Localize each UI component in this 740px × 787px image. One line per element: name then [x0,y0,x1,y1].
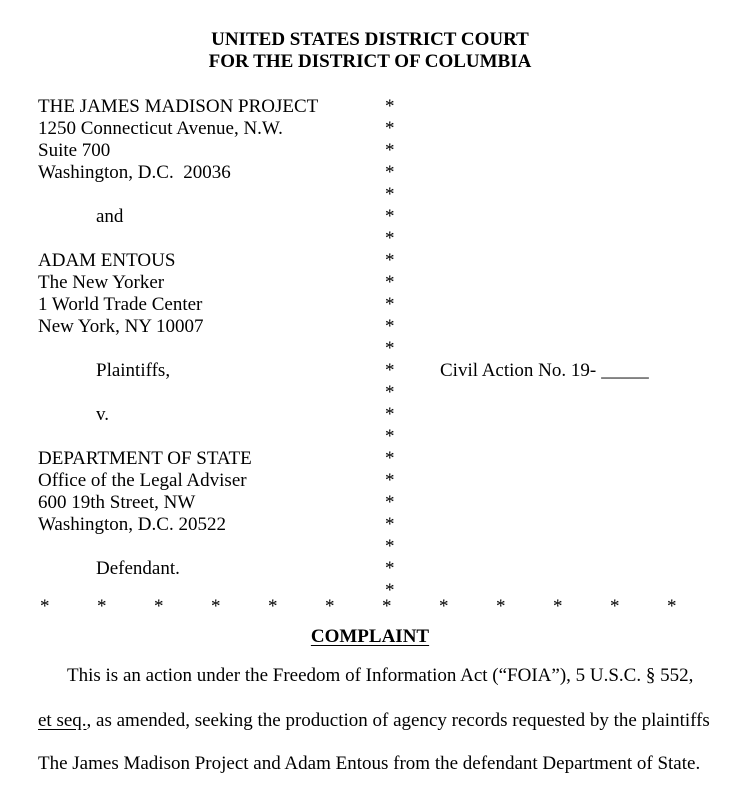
body-line-2 [38,708,710,734]
caption-row [38,118,740,140]
court-name: UNITED STATES DISTRICT COURT [211,29,529,50]
caption-star: * [385,360,395,381]
caption-row-defendant [38,558,740,580]
caption-star: * [385,184,395,205]
caption-star: * [385,536,395,557]
caption-row-plaintiffs [38,360,740,382]
civil-action-number [440,360,649,382]
court-header [0,29,740,73]
party-line: The New Yorker [38,272,165,293]
caption-row [38,492,740,514]
caption-star: * [385,558,395,579]
civil-action-blank: _____ [601,360,649,381]
caption-star: * [385,96,395,117]
caption-row [38,382,740,404]
caption-row [38,514,740,536]
caption-row [38,338,740,360]
caption-star: * [385,580,395,601]
court-district: FOR THE DISTRICT OF COLUMBIA [208,51,532,72]
caption-row [38,448,740,470]
caption-star: * [385,228,395,249]
party-line: Suite 700 [38,140,111,161]
caption-row [38,470,740,492]
caption-star: * [385,118,395,139]
caption-row [38,316,740,338]
party-line: Office of the Legal Adviser [38,470,247,491]
caption-row-versus [38,404,740,426]
caption-row [38,536,740,558]
conjunction-and: and [96,206,124,227]
et-seq-citation: et seq. [38,710,87,731]
caption-star: * [385,294,395,315]
caption-star: * [385,272,395,293]
civil-action-label: Civil Action No. 19- [440,360,597,381]
caption-star: * [385,448,395,469]
party-line: Washington, D.C. 20036 [38,162,231,183]
caption-star: * [385,162,395,183]
body-line-2-rest: , as amended, seeking the production of agency records requested by the plaintiffs [86,710,710,731]
party-line: THE JAMES MADISON PROJECT [38,96,319,117]
caption-row [38,250,740,272]
complaint-heading: COMPLAINT [310,626,430,647]
party-line: 1 World Trade Center [38,294,203,315]
caption-star: * [385,492,395,513]
caption-row [38,96,740,118]
caption-row [38,140,740,162]
party-line: 1250 Connecticut Avenue, N.W. [38,118,283,139]
caption-row [38,426,740,448]
caption-row [38,272,740,294]
caption-star: * [385,250,395,271]
caption-star: * [385,382,395,403]
party-line: New York, NY 10007 [38,316,204,337]
caption-star: * [385,470,395,491]
caption-star: * [385,426,395,447]
caption-star: * [385,514,395,535]
party-line: ADAM ENTOUS [38,250,176,271]
caption-row [38,294,740,316]
asterisk-divider: ************ [40,596,724,617]
caption-row [38,184,740,206]
caption-star: * [385,206,395,227]
party-line: DEPARTMENT OF STATE [38,448,252,469]
plaintiffs-designation: Plaintiffs, [96,360,171,381]
caption-star: * [385,338,395,359]
versus-abbreviation: v. [96,404,110,425]
body-line-3: The James Madison Project and Adam Entous from the defendant Department of State. [38,753,701,774]
party-line: Washington, D.C. 20522 [38,514,226,535]
caption-row [38,206,740,228]
case-caption [38,96,740,602]
caption-row [38,228,740,250]
caption-row [38,162,740,184]
body-line-1: This is an action under the Freedom of Information Act (“FOIA”), 5 U.S.C. § 552, [67,665,694,686]
caption-star: * [385,404,395,425]
party-line: 600 19th Street, NW [38,492,196,513]
caption-star: * [385,140,395,161]
defendant-designation: Defendant. [96,558,180,579]
caption-star: * [385,316,395,337]
